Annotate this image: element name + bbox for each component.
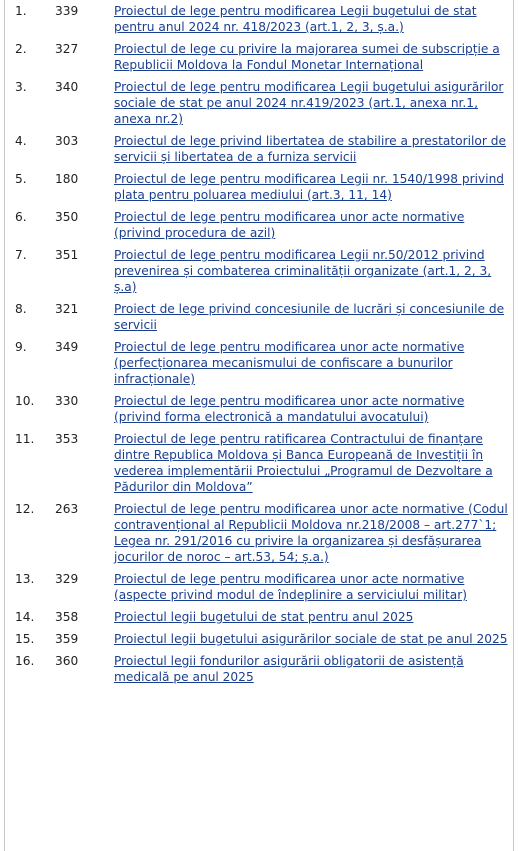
draft-title-link[interactable]: Proiectul de lege pentru modificarea unor acte normative (aspecte privind modul de îndeplinire a serviciului militar): [114, 572, 467, 602]
draft-laws-table: [5, 0, 513, 688]
table-row: [5, 498, 513, 568]
draft-number: 351: [55, 248, 79, 262]
row-index: 7.: [15, 248, 27, 262]
draft-title-cell: [114, 130, 513, 168]
draft-laws-list: [4, 0, 514, 851]
row-index: 16.: [15, 654, 35, 668]
draft-number: 327: [55, 42, 79, 56]
draft-number: 329: [55, 572, 79, 586]
table-row: [5, 130, 513, 168]
draft-title-link[interactable]: Proiectul de lege pentru modificarea unor acte normative (privind procedura de azil): [114, 210, 465, 240]
draft-number: 353: [55, 432, 79, 446]
draft-number: 339: [55, 4, 79, 18]
table-row: [5, 606, 513, 628]
draft-title-cell: [114, 38, 513, 76]
draft-title-cell: [114, 0, 513, 38]
draft-title-cell: [114, 336, 513, 390]
draft-title-link[interactable]: Proiectul legii bugetului de stat pentru anul 2025: [114, 610, 414, 624]
draft-title-link[interactable]: Proiectul de lege pentru modificarea Legii nr. 1540/1998 privind plata pentru poluarea mediului (art.3, 11, 14): [114, 172, 505, 202]
draft-title-link[interactable]: Proiectul de lege pentru modificarea Legii bugetului de stat pentru anul 2024 nr. 418/2023 (art.1, 2, 3, ș.a.): [114, 4, 477, 34]
row-index: 5.: [15, 172, 27, 186]
draft-number: 340: [55, 80, 79, 94]
draft-title-cell: [114, 428, 513, 498]
table-row: [5, 650, 513, 688]
draft-title-cell: [114, 168, 513, 206]
draft-title-cell: [114, 244, 513, 298]
draft-number: 360: [55, 654, 79, 668]
row-index: 1.: [15, 4, 27, 18]
draft-number: 303: [55, 134, 79, 148]
draft-title-cell: [114, 390, 513, 428]
table-row: [5, 428, 513, 498]
row-index: 15.: [15, 632, 35, 646]
draft-number: 321: [55, 302, 79, 316]
draft-title-cell: [114, 298, 513, 336]
row-index: 14.: [15, 610, 35, 624]
table-row: [5, 336, 513, 390]
row-index: 2.: [15, 42, 27, 56]
draft-number: 359: [55, 632, 79, 646]
draft-number: 349: [55, 340, 79, 354]
draft-number: 330: [55, 394, 79, 408]
row-index: 10.: [15, 394, 35, 408]
table-row: [5, 38, 513, 76]
table-row: [5, 206, 513, 244]
table-row: [5, 168, 513, 206]
draft-title-link[interactable]: Proiect de lege privind concesiunile de lucrări și concesiunile de servicii: [114, 302, 505, 332]
row-index: 9.: [15, 340, 27, 354]
draft-title-cell: [114, 568, 513, 606]
draft-number: 358: [55, 610, 79, 624]
row-index: 6.: [15, 210, 27, 224]
draft-number: 263: [55, 502, 79, 516]
draft-title-link[interactable]: Proiectul de lege pentru modificarea unor acte normative (Codul contravențional al Republicii Moldova nr.218/2008 – art.277`1; Legea nr. 291/2016 cu privire la organizarea și desfășurarea jocurilor de noroc – art.53, 54; ș.a.): [114, 502, 508, 564]
row-index: 12.: [15, 502, 35, 516]
draft-title-cell: [114, 206, 513, 244]
draft-title-cell: [114, 498, 513, 568]
row-index: 13.: [15, 572, 35, 586]
draft-title-link[interactable]: Proiectul de lege pentru modificarea unor acte normative (privind forma electronică a mandatului avocatului): [114, 394, 465, 424]
table-row: [5, 0, 513, 38]
draft-number: 350: [55, 210, 79, 224]
draft-laws-rows: [5, 0, 513, 688]
table-row: [5, 244, 513, 298]
row-index: 3.: [15, 80, 27, 94]
draft-title-link[interactable]: Proiectul de lege cu privire la majorarea sumei de subscripție a Republicii Moldova la Fondul Monetar Internațional: [114, 42, 500, 72]
table-row: [5, 390, 513, 428]
draft-title-link[interactable]: Proiectul de lege pentru modificarea Legii nr.50/2012 privind prevenirea și combaterea criminalității organizate (art.1, 2, 3, ș.a): [114, 248, 492, 294]
draft-title-link[interactable]: Proiectul de lege privind libertatea de stabilire a prestatorilor de servicii și libertatea de a furniza servicii: [114, 134, 506, 164]
draft-title-link[interactable]: Proiectul legii bugetului asigurărilor sociale de stat pe anul 2025: [114, 632, 508, 646]
draft-number: 180: [55, 172, 79, 186]
draft-title-cell: [114, 606, 513, 628]
table-row: [5, 76, 513, 130]
draft-title-link[interactable]: Proiectul de lege pentru modificarea unor acte normative (perfecționarea mecanismului de confiscare a bunurilor infracționale): [114, 340, 465, 386]
table-row: [5, 628, 513, 650]
draft-title-link[interactable]: Proiectul legii fondurilor asigurării obligatorii de asistență medicală pe anul 2025: [114, 654, 464, 684]
row-index: 8.: [15, 302, 27, 316]
row-index: 11.: [15, 432, 35, 446]
draft-title-link[interactable]: Proiectul de lege pentru ratificarea Contractului de finanțare dintre Republica Moldova și Banca Europeană de Investiții în vederea implementării Proiectului „Programul de Dezvoltare a Pădurilor din Moldova”: [114, 432, 493, 494]
draft-title-link[interactable]: Proiectul de lege pentru modificarea Legii bugetului asigurărilor sociale de stat pe anul 2024 nr.419/2023 (art.1, anexa nr.1, anexa nr.2): [114, 80, 504, 126]
draft-title-cell: [114, 628, 513, 650]
row-index: 4.: [15, 134, 27, 148]
draft-title-cell: [114, 76, 513, 130]
draft-title-cell: [114, 650, 513, 688]
table-row: [5, 298, 513, 336]
table-row: [5, 568, 513, 606]
